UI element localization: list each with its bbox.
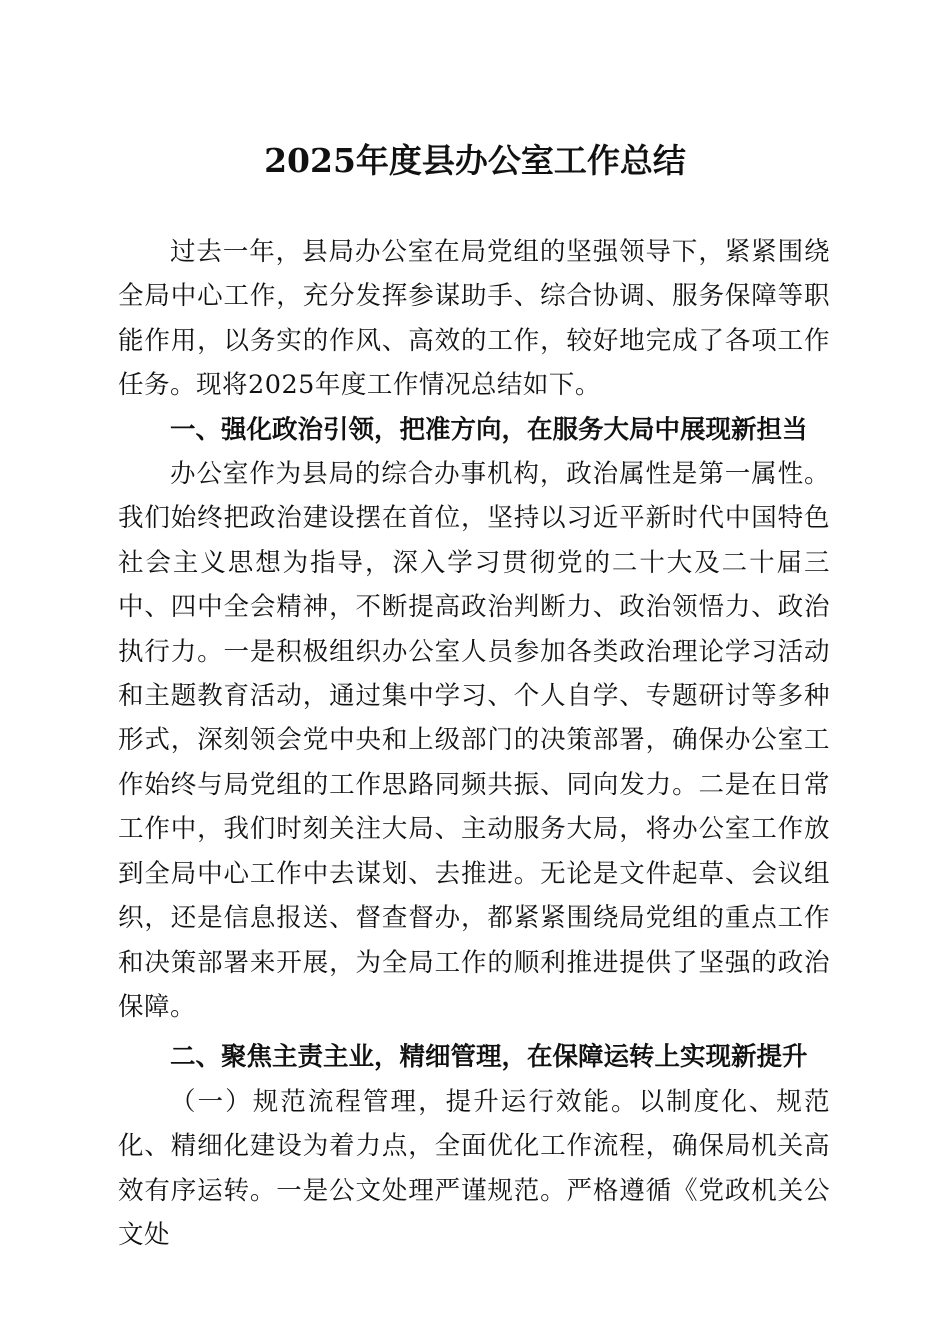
section-1-paragraph: 办公室作为县局的综合办事机构，政治属性是第一属性。我们始终把政治建设摆在首位，坚持以习近平新时代中国特色社会主义思想为指导，深入学习贯彻党的二十大及二十届三中、四中全会精神，不断提高政治判断力、政治领悟力、政治执行力。一是积极组织办公室人员参加各类政治理论学习活动和主题教育活动，通过集中学习、个人自学、专题研讨等多种形式，深刻领会党中央和上级部门的决策部署，确保办公室工作始终与局党组的工作思路同频共振、同向发力。二是在日常工作中，我们时刻关注大局、主动服务大局，将办公室工作放到全局中心工作中去谋划、去推进。无论是文件起草、会议组织，还是信息报送、督查督办，都紧紧围绕局党组的重点工作和决策部署来开展，为全局工作的顺利推进提供了坚强的政治保障。 xyxy=(118,459,830,1022)
section-2-heading: 二、聚焦主责主业，精细管理，在保障运转上实现新提升 xyxy=(170,1042,808,1073)
section-1-heading: 一、强化政治引领，把准方向，在服务大局中展现新担当 xyxy=(170,414,808,445)
intro-paragraph: 过去一年，县局办公室在局党组的坚强领导下，紧紧围绕全局中心工作，充分发挥参谋助手、综合协调、服务保障等职能作用，以务实的作风、高效的工作，较好地完成了各项工作任务。现将2025年度工作情况总结如下。 xyxy=(118,237,830,401)
document-title: 2025年度县办公室工作总结 xyxy=(264,141,686,180)
section-2-paragraph: （一）规范流程管理，提升运行效能。以制度化、规范化、精细化建设为着力点，全面优化工作流程，确保局机关高效有序运转。一是公文处理严谨规范。严格遵循《党政机关公文处 xyxy=(118,1086,830,1250)
document-body xyxy=(118,230,830,1257)
